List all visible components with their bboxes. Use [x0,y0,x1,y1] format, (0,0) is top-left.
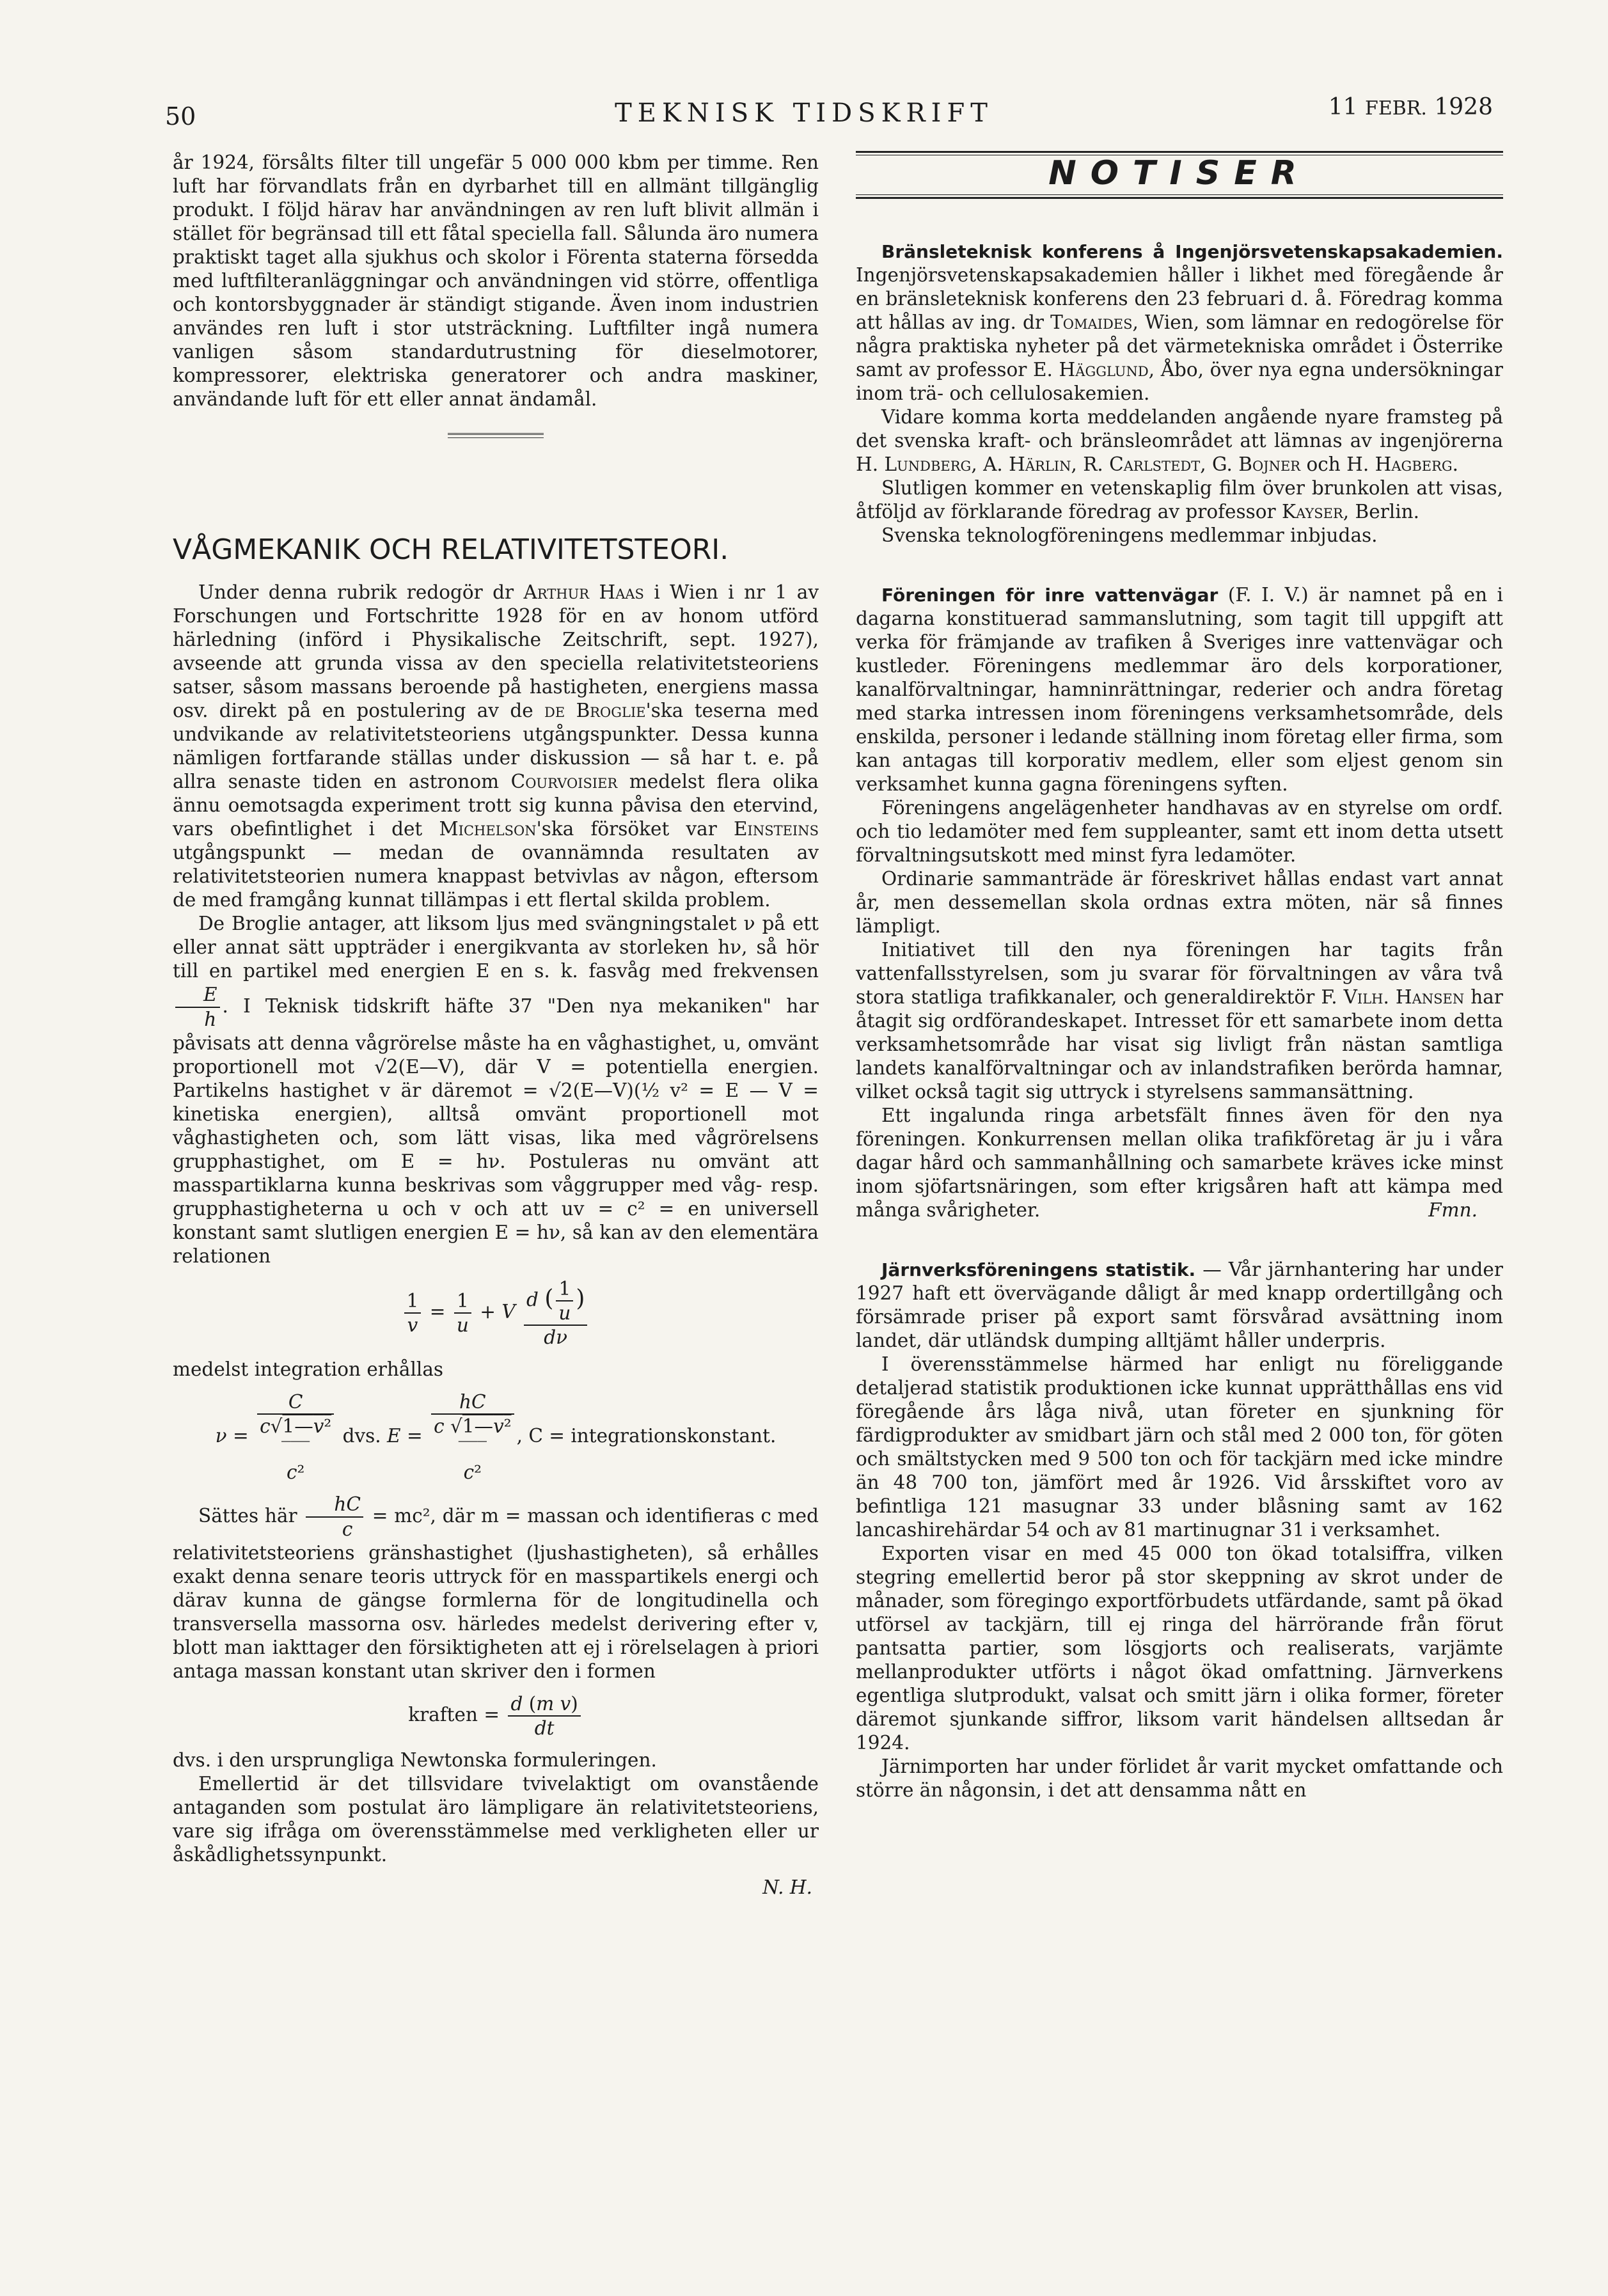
equation-force: kraften = $\frac{\text{d (m v)}}{dt}$ [173,1692,819,1740]
notiser-title: NOTISER [856,155,1503,195]
notice-paragraph: Vidare komma korta meddelanden angående nyare framsteg på det svenska kraft- och bränsleområdet att lämnas av ingenjörerna H. Lundberg, A. Härlin, R. Carlstedt, G. Bojner och H. Hagberg. [856,406,1503,475]
article-paragraph: Emellertid är det tillsvidare tvivelaktigt om ovanstående antaganden som postulat äro lämpligare än relativitetsteoriens, vare sig ifråga om överensstämmelse med verkligheten eller ur åskådlighetssynpunkt. [173,1773,819,1866]
article-paragraph: Under denna rubrik redogör dr Arthur Haas i Wien i nr 1 av Forschungen und Fortschritte 1928 för en av honom utförd härledning (införd i Physikalische Zeitschrift, sept. 1927), avseende att grunda vissa av den speciella relativitetsteoriens satser, såsom massans beroende på hastigheten, energiens massa osv. direkt på en postulering av de de Broglie'ska teserna med undvikande av relativitetsteoriens utgångspunkter. Dessa kunna nämligen fortfarande ställas under diskussion — så har t. e. på allra senaste tiden en astronom Courvoisier medelst flera olika ännu oemotsagda experiment trott sig kunna påvisa den etervind, vars obefintlighet i det Michelson'ska försöket var Einsteins utgångspunkt — medan de ovannämnda resultaten av relativitetsteorien numera knappast betvivlas av någon, eftersom de med framgång kunnat tillämpas i ett flertal skilda problem. [173,581,819,911]
notice-paragraph: Bränsleteknisk konferens å Ingenjörsvetenskapsakademien. Ingenjörsvetenskapsakademien håller i likhet med föregående år en bränsleteknisk konferens den 23 februari d. å. Föredrag komma att hållas av ing. dr Tomaides, Wien, som lämnar en redogörelse för några praktiska nyheter på det värmetekniska området i Österrike samt av professor E. Hägglund, Åbo, över nya egna undersökningar inom trä- och cellulosakemien. [856,241,1503,404]
equation-integration: ν = C c√1—v² ‾‾‾ c² dvs. E = hC c √1—v² ‾‾‾ c² , C = integrationskonstant. [215,1391,776,1483]
article-signature: N. H. [762,1876,812,1898]
notiser-banner [856,151,1503,199]
notice-paragraph: Järnverksföreningens statistik. — Vår järnhantering har under 1927 haft ett övervägande dåligt år med knapp ordertillgång och försämrade priser på export samt försvårad avsättning inom landet, där utländsk dumping alltjämt håller underpris. [856,1259,1503,1351]
notice-paragraph: Ordinarie sammanträde är föreskrivet hållas endast vart annat år, men dessemellan skola ordnas extra möten, när så finnes lämpligt. [856,868,1503,937]
page-number: 50 [165,102,196,130]
section-divider [448,433,544,438]
intro-paragraph: år 1924, försålts filter till ungefär 5 000 000 kbm per timme. Ren luft har förvandlats från en dyrbarhet till en allmänt tillgänglig produkt. I följd härav har användningen av ren luft blivit allmän i stället för begränsad till ett fåtal speciella fall. Sålunda äro numera praktiskt taget alla sjukhus och skolor i Förenta staterna försedda med luftfilteranläggningar och användningen vid större, offentliga och kontorsbyggnader är ständigt stigande. Även inom industrien användes ren luft i stor utsträckning. Luftfilter ingå numera vanligen såsom standardutrustning för dieselmotorer, kompressorer, elektriska generatorer och andra maskiner, användande luft för ett eller annat ändamål. [173,152,819,410]
notice-paragraph: Föreningens angelägenheter handhavas av en styrelse om ordf. och tio ledamöter med fem suppleanter, samt ett inom detta utsett förvaltningsutskott med minst fyra ledamöter. [856,797,1503,866]
notice-signature: Fmn. [1428,1199,1478,1221]
notice-paragraph: Slutligen kommer en vetenskaplig film över brunkolen att visas, åtföljd av förklarande föredrag av professor Kayser, Berlin. [856,477,1503,523]
article-paragraph: Sättes här $\frac{hC}{c}$ = mc², där m = massan och identifieras c med relativitetsteoriens gränshastighet (ljushastigheten), så erhålles exakt denna senare teoris uttryck för en masspartikels energi och därav kunna de gängse formlerna för de longitudinella och transversella massorna osv. härledes medelst derivering efter v, blott man iakttager den försiktigheten att ej i rörelselagen à priori antaga massan konstant utan skriver den i formen [173,1493,819,1682]
notice-heading: Bränsleteknisk konferens å Ingenjörsvetenskapsakademien. [881,241,1503,262]
right-column [856,151,1503,1802]
notice-paragraph: Initiativet till den nya föreningen har tagits från vattenfallsstyrelsen, som ju svarar för förvaltningen av våra två stora statliga trafikkanaler, och generaldirektör F. Vilh. Hansen har åtagit sig ordförandeskapet. Intresset för ett samarbete inom detta verksamhetsområde har visat sig livligt från nästan samtliga landets kanalförvaltningar och av inlandstrafiken berörda hamnar, vilket också tagit sig uttryck i styrelsens sammansättning. [856,939,1503,1103]
journal-title: TEKNISK TIDSKRIFT [615,98,993,128]
notice-heading: Föreningen för inre vattenvägar [881,585,1218,606]
issue-date: 11 FEBR. 1928 [1328,94,1493,120]
page-header [0,91,1608,136]
fraction-e-over-h: $\frac{E}{h}$ [175,983,220,1032]
notice-paragraph: Föreningen för inre vattenvägar (F. I. V.) är namnet på en i dagarna konstituerad sammanslutning, som tagit till uppgift att verka för främjande av trafiken å Sveriges inre vattenvägar och kustleder. Föreningens medlemmar äro dels korporationer, kanalförvaltningar, hamninrättningar, rederier och andra företag med starka intressen inom föreningens verksamhetsområde, dels enskilda, personer i ledande ställning inom företag eller firma, som kan antagas till korporativ medlem, eller som eljest genom sin verksamhet kunna gagna föreningens syften. [856,584,1503,795]
notice-paragraph: Ett ingalunda ringa arbetsfält finnes även för den nya föreningen. Konkurrensen mellan olika trafikföretag är ju i våra dagar hård och sammanhållning och samarbete kräves icke minst inom sjöfartsnäringen, som efter krigsåren haft att kämpa med många svårigheter. Fmn. [856,1105,1503,1221]
notice-paragraph: Järnimporten har under förlidet år varit mycket omfattande och större än någonsin, i det att densamma nått en [856,1756,1503,1801]
equation-relation: $\frac{1}{v}$ = $\frac{1}{u}$ + V d ( $\frac{1}{u}$ ) dν [173,1277,819,1349]
article-title: VÅGMEKANIK OCH RELATIVITETSTEORI. [173,533,729,566]
notice-heading: Järnverksföreningens statistik. [881,1259,1196,1280]
left-column [173,151,819,1899]
article-paragraph: De Broglie antager, att liksom ljus med svängningstalet ν på ett eller annat sätt uppträder i energikvanta av storleken hν, så hör till en partikel med energien E en s. k. fasvåg med frekvensen $\frac{E}{h}$ . I Teknisk tidskrift häfte 37 "Den nya mekaniken" har påvisats att denna vågrörelse måste ha en våghastighet, u, omvänt proportionell mot √2(E—V), där V = potentiella energien. Partikelns hastighet v är däremot = √2(E—V)(½ v² = E — V = kinetiska energien), alltså omvänt proportionell mot våghastigheten och, som lätt visas, lika med vågrörelsens grupphastighet, om E = hν. Postuleras nu omvänt att masspartiklarna kunna beskrivas som våggrupper med våg- resp. grupphastigheterna u och v och att uv = c² = en universell konstant samt slutligen energien E = hν, så kan av den elementära relationen [173,913,819,1267]
notice-paragraph: I överensstämmelse härmed har enligt nu föreliggande detaljerad statistik produktionen icke kunnat upprätthållas ens vid föregående års låga nivå, utan företer en sjunkning för färdigprodukter av smidbart järn och stål med 2 000 ton, för göten och smältstycken med 9 500 ton och för tackjärn med icke mindre än 48 700 ton, jämfört med år 1926. Vid årsskiftet voro av befintliga 121 masugnar 33 under blåsning samt av 162 lancashirehärdar 54 och av 81 martinugnar 31 i verksamhet. [856,1353,1503,1541]
article-paragraph: dvs. i den ursprungliga Newtonska formuleringen. [173,1749,657,1771]
notice-paragraph: Exporten visar en med 45 000 ton ökad totalsiffra, vilken stegring emellertid beror på stor skeppning av skrot under de månader, som föregingo exportförbudets utfärdande, samt på ökad utförsel av tackjärn, till ej ringa del härrörande från förut pantsatta partier, som lösgjorts och realiserats, varjämte mellanprodukter utförts i något ökad omfattning. Järnverkens egentliga slutprodukt, valsat och smitt järn i olika former, företer däremot sjunkande siffror, liksom varit händelsen alltsedan år 1924. [856,1543,1503,1754]
article-paragraph: medelst integration erhållas [173,1358,444,1380]
notice-paragraph: Svenska teknologföreningens medlemmar inbjudas. [881,524,1378,546]
